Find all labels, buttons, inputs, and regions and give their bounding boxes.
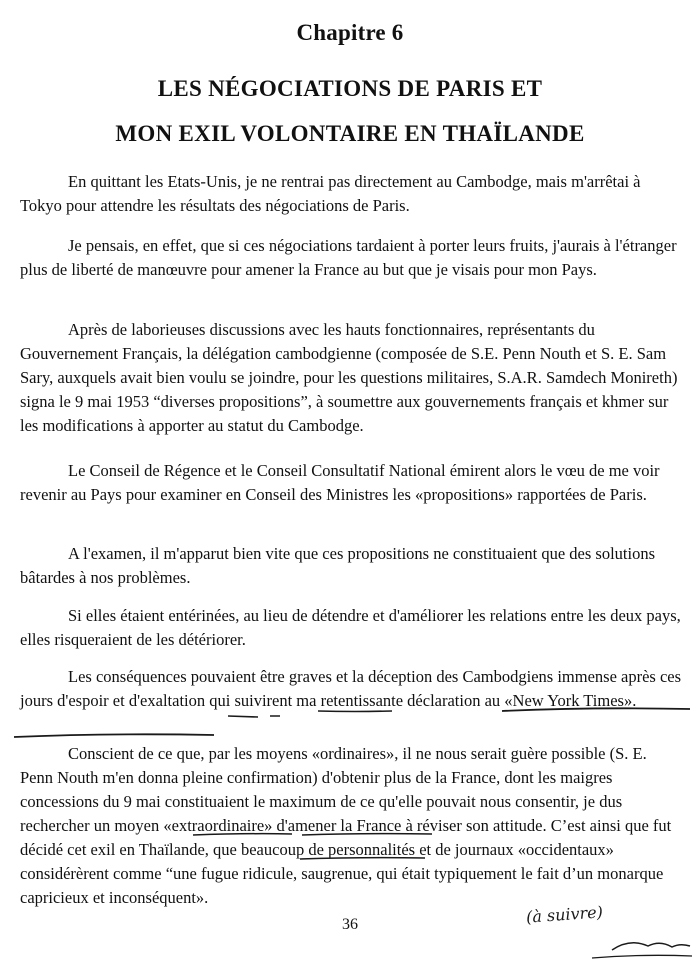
chapter-title-line-1: LES NÉGOCIATIONS DE PARIS ET	[157, 76, 543, 101]
underline-dashes	[228, 716, 280, 717]
page-number: 36	[342, 916, 358, 933]
paragraph-6	[20, 604, 682, 652]
paragraph-5	[20, 542, 682, 590]
paragraph-7	[20, 665, 682, 713]
chapter-title-line-2: MON EXIL VOLONTAIRE EN THAÏLANDE	[115, 121, 585, 146]
paragraph-6-text: Si elles étaient entérinées, au lieu de détendre et d'améliorer les relations entre les deux pays, elles risqueraient de les détériorer.	[20, 606, 681, 649]
paragraph-2	[20, 234, 682, 282]
paragraph-1-text: En quittant les Etats-Unis, je ne rentrai pas directement au Cambodge, mais m'arrêtai à Tokyo pour attendre les résultats des négociations de Paris.	[20, 172, 641, 215]
paragraph-8	[20, 742, 682, 910]
handwritten-note: (à suivre)	[525, 902, 604, 927]
signature-line	[592, 955, 692, 958]
underline-new-york-times	[14, 734, 214, 737]
paragraph-1	[20, 170, 682, 218]
paragraph-7-text: Les conséquences pouvaient être graves et la déception des Cambodgiens immense après ces jours d'espoir et d'exaltation qui suivirent ma retentissante déclaration au «New York Times».	[20, 667, 682, 710]
paragraph-3-text: Après de laborieuses discussions avec les hauts fonctionnaires, représentants du Gouvernement Français, la délégation cambodgienne (composée de S.E. Penn Nouth et S. E. Sam Sary, auxquels avait bien voulu se joindre, pour les questions militaires, S.A.R. Samdech Monireth) signa le 9 mai 1953 “diverses propositions”, à soumettre aux gouvernements français et khmer sur les modifications à apporter au statut du Cambodge.	[20, 320, 678, 435]
paragraph-3	[20, 318, 682, 438]
chapter-heading: Chapitre 6	[296, 20, 404, 45]
paragraph-4-text: Le Conseil de Régence et le Conseil Consultatif National émirent alors le vœu de me voir revenir au Pays pour examiner en Conseil des Ministres les «propositions» rapportées de Paris.	[20, 461, 660, 504]
paragraph-2-text: Je pensais, en effet, que si ces négociations tardaient à porter leurs fruits, j'aurais à l'étranger plus de liberté de manœuvre pour amener la France au but que je visais pour mon Pays.	[20, 236, 677, 279]
paragraph-5-text: A l'examen, il m'apparut bien vite que ces propositions ne constituaient que des solutions bâtardes à nos problèmes.	[20, 544, 655, 587]
signature-squiggle	[612, 943, 690, 950]
paragraph-4	[20, 459, 682, 507]
paragraph-8-text: Conscient de ce que, par les moyens «ordinaires», il ne nous serait guère possible (S. E. Penn Nouth m'en donna pleine confirmation) d'obtenir plus de la France, dont les maigres concessions du 9 mai constituaient le maximum de ce qu'elle pouvait nous consentir, je dus rechercher un moyen «extraordinaire» d'amener la France à réviser son attitude. C’est ainsi que fut décidé cet exil en Thaïlande, que beaucoup de personnalités et de journaux «occidentaux» considérèrent comme “une fugue ridicule, saugrenue, qui était typiquement le fait d’un monarque capricieux et inconséquent».	[20, 744, 672, 907]
